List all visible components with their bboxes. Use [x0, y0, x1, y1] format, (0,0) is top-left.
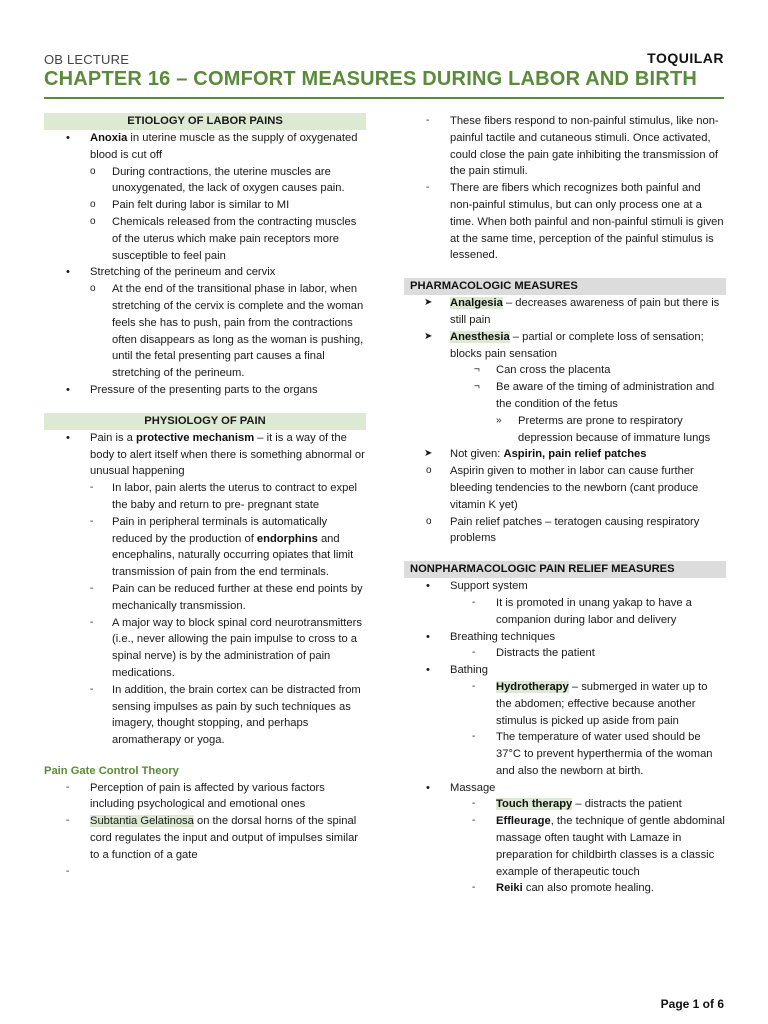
notgiven-term: Aspirin, pain relief patches: [503, 448, 647, 461]
lecture-label: OB LECTURE: [44, 52, 130, 67]
dash-bullet-icon: -: [472, 798, 476, 810]
list-item-sub: [44, 214, 366, 264]
gate-text: Perception of pain is affected by various factors including psychological and emotional ones: [90, 781, 325, 811]
list-item-massage: [404, 780, 726, 797]
anoxia-text: in uterine muscle as the supply of oxygenated blood is cut off: [90, 132, 358, 161]
analgesia-term: Analgesia: [450, 297, 503, 310]
support-sub-text: It is promoted in unang yakap to have a companion during labor and delivery: [496, 596, 692, 626]
breathing-text: Breathing techniques: [450, 630, 556, 643]
breathing-sub-text: Distracts the patient: [496, 647, 595, 660]
left-column: [44, 113, 366, 880]
endorphins-term: endorphins: [256, 532, 318, 545]
list-item-sub: [44, 615, 366, 682]
list-item-fiber: [404, 180, 726, 264]
nonpharma-heading: NONPHARMACOLOGIC PAIN RELIEF MEASURES: [404, 561, 726, 578]
analgesia-text: – decreases awareness of pain but there is still pain: [450, 297, 720, 326]
arrow-bullet-icon: ➤: [424, 330, 433, 342]
guillemet-bullet-icon: »: [496, 414, 502, 426]
circle-bullet-icon: o: [426, 465, 432, 477]
right-column: [404, 113, 726, 897]
circle-bullet-icon: o: [426, 515, 432, 527]
anoxia-sub-text: During contractions, the uterine muscles are unoxygenated, the lack of oxygen causes pain.: [112, 165, 345, 195]
bullet-icon: •: [66, 266, 70, 279]
not-sign-bullet-icon: ¬: [474, 381, 480, 393]
dash-bullet-icon: -: [90, 582, 94, 594]
list-item-protective: [44, 430, 366, 480]
massage-text: Massage: [450, 781, 496, 794]
physiology-sub-text: and encephalins, naturally occurring opiates that limit transmission of pain from the end terminals.: [112, 532, 354, 579]
anesthesia-sub-text: Be aware of the timing of administration and the condition of the fetus: [496, 381, 715, 410]
anesthesia-sub-text: Can cross the placenta: [496, 364, 611, 377]
list-item-sub: [404, 880, 726, 897]
bullet-icon: •: [426, 664, 430, 677]
list-item-pressure: [44, 382, 366, 399]
list-item-support: [404, 578, 726, 595]
dash-bullet-icon: -: [90, 515, 94, 527]
preterm-text: Preterms are prone to respiratory depression because of immature lungs: [518, 414, 711, 444]
physiology-sub-text: Pain can be reduced further at these end points by mechanically transmission.: [112, 582, 363, 612]
bullet-icon: •: [66, 132, 70, 144]
list-item-breathing: [404, 629, 726, 646]
list-item-patches: [404, 514, 726, 548]
list-item-gate-empty: [44, 864, 366, 881]
list-item-gate: [44, 813, 366, 863]
list-item-sub: [404, 813, 726, 880]
dash-bullet-icon: -: [472, 647, 476, 659]
list-item-sub: [44, 197, 366, 214]
pharma-heading: PHARMACOLOGIC MEASURES: [404, 278, 726, 295]
physiology-sub-text: A major way to block spinal cord neurotransmitters (i.e., never allowing the pain impulse to cross to a spinal nerve) is by the administration of pain medications.: [112, 616, 362, 679]
author-name: TOQUILAR: [647, 50, 724, 66]
circle-bullet-icon: o: [90, 165, 96, 177]
dash-bullet-icon: -: [90, 482, 94, 494]
list-item-subsub: [404, 413, 726, 447]
physiology-sub-text: In labor, pain alerts the uterus to contract to expel the baby and return to pre- pregnant state: [112, 482, 358, 511]
anoxia-sub-text: Pain felt during labor is similar to MI: [112, 199, 290, 212]
anesthesia-text: – partial or complete loss of sensation; blocks pain sensation: [450, 330, 704, 360]
page-number: Page 1 of 6: [660, 997, 724, 1011]
dash-bullet-icon: -: [66, 815, 70, 827]
intro-text: – it is a way of the body to alert itself when there is something abnormal or unusual happening: [90, 431, 365, 478]
physiology-sub-text: Pain in peripheral terminals is automatically reduced by the production of: [112, 515, 328, 545]
list-item-fiber: [404, 113, 726, 180]
pressure-text: Pressure of the presenting parts to the organs: [90, 383, 318, 396]
bullet-icon: •: [426, 630, 430, 643]
list-item-anesthesia: [404, 329, 726, 363]
touch-therapy-text: – distracts the patient: [572, 798, 682, 811]
arrow-bullet-icon: ➤: [424, 297, 433, 309]
list-item-sub: [404, 379, 726, 413]
aspirin-text: Aspirin given to mother in labor can cause further bleeding tendencies to the newborn (cant produce vitamin K yet): [450, 465, 699, 511]
dash-bullet-icon: -: [90, 616, 94, 628]
list-item-notgiven: [404, 446, 726, 463]
circle-bullet-icon: o: [90, 199, 96, 211]
dash-bullet-icon: -: [426, 182, 430, 194]
page-header: [44, 50, 724, 70]
chapter-title: CHAPTER 16 – COMFORT MEASURES DURING LABOR AND BIRTH: [44, 68, 698, 90]
list-item-sub: [44, 164, 366, 198]
bathing-text: Bathing: [450, 664, 488, 677]
bullet-icon: •: [66, 431, 70, 444]
intro-text: Pain is a: [90, 431, 137, 444]
support-text: Support system: [450, 580, 528, 593]
anoxia-sub-text: Chemicals released from the contracting muscles of the uterus which make pain receptors more susceptible to feel pain: [112, 215, 357, 262]
circle-bullet-icon: o: [90, 283, 96, 295]
dash-bullet-icon: -: [472, 680, 476, 692]
dash-bullet-icon: -: [66, 781, 70, 793]
notgiven-text: Not given:: [450, 448, 504, 461]
not-sign-bullet-icon: ¬: [474, 364, 480, 376]
hydrotherapy-term: Hydrotherapy: [496, 680, 569, 693]
list-item-stretching: [44, 264, 366, 281]
list-item-aspirin: [404, 463, 726, 513]
effleurage-term: Effleurage: [496, 815, 551, 828]
list-item-sub: [44, 514, 366, 581]
patches-text: Pain relief patches – teratogen causing respiratory problems: [450, 515, 700, 545]
reiki-text: can also promote healing.: [522, 882, 654, 895]
stretching-sub-text: At the end of the transitional phase in labor, when stretching of the cervix is complete and the woman feels she has to push, pain from the contractions often disappears as long as the woman is pushing, until the fetal presenting part causes a final stretching of the perineum.: [112, 283, 364, 380]
stretching-text: Stretching of the perineum and cervix: [90, 266, 276, 279]
gate-text: on the dorsal horns of the spinal cord regulates the input and output of impulses similar to a function of a gate: [90, 815, 359, 861]
list-item-analgesia: [404, 295, 726, 329]
list-item-sub: [44, 581, 366, 615]
anoxia-term: Anoxia: [90, 132, 128, 144]
bullet-icon: •: [66, 383, 70, 396]
list-item-bathing: [404, 662, 726, 679]
circle-bullet-icon: o: [90, 215, 96, 227]
fiber-text: There are fibers which recognizes both painful and non-painful stimulus, but can only process one at a time. When both painful and non-painful stimuli is given at the same time, perception of the painful stimulus is lessened.: [450, 182, 724, 262]
list-item-sub: [404, 595, 726, 629]
temperature-text: The temperature of water used should be 37°C to prevent hyperthermia of the woman and also the newborn at birth.: [496, 731, 713, 777]
effleurage-text: , the technique of gentle abdominal massage often taught with Lamaze in preparation for childbirth classes is a classic example of therapeutic touch: [496, 815, 725, 878]
list-item-sub: [44, 281, 366, 382]
list-item-sub: [44, 682, 366, 749]
list-item-anoxia: [44, 130, 366, 164]
list-item-sub: [404, 679, 726, 729]
list-item-sub: [404, 796, 726, 813]
arrow-bullet-icon: ➤: [424, 448, 433, 460]
reiki-term: Reiki: [496, 882, 523, 895]
physiology-heading: PHYSIOLOGY OF PAIN: [44, 413, 366, 430]
title-divider: [44, 97, 724, 99]
touch-therapy-term: Touch therapy: [496, 798, 573, 811]
dash-bullet-icon: -: [472, 731, 476, 743]
list-item-sub: [404, 645, 726, 662]
dash-bullet-icon: -: [426, 115, 430, 126]
list-item-sub: [404, 362, 726, 379]
substantia-term: Subtantia Gelatinosa: [90, 815, 194, 828]
anesthesia-term: Anesthesia: [450, 330, 510, 343]
bullet-icon: •: [426, 580, 430, 593]
fiber-text: These fibers respond to non-painful stimulus, like non-painful tactile and cutaneous stimuli. Once activated, could close the pain gate inhibiting the transmission of the pain stimuli.: [450, 115, 719, 178]
dash-bullet-icon: -: [472, 815, 476, 827]
physiology-sub-text: In addition, the brain cortex can be distracted from sensing impulses as pain by such techniques as imagery, thought stopping, and perhaps aromatherapy or yoga.: [112, 683, 361, 747]
gate-theory-heading: Pain Gate Control Theory: [44, 764, 179, 777]
list-item-gate: [44, 780, 366, 814]
bullet-icon: •: [426, 781, 430, 794]
protective-term: protective mechanism: [136, 431, 255, 444]
list-item-sub: [44, 480, 366, 514]
list-item-sub: [404, 729, 726, 779]
dash-bullet-icon: -: [90, 683, 94, 695]
dash-bullet-icon: -: [66, 865, 70, 877]
dash-bullet-icon: -: [472, 596, 476, 608]
etiology-heading: ETIOLOGY OF LABOR PAINS: [44, 113, 366, 130]
hydrotherapy-text: – submerged in water up to the abdomen; effective because another stimulus is picked up aside from pain: [496, 680, 708, 727]
dash-bullet-icon: -: [472, 882, 476, 894]
